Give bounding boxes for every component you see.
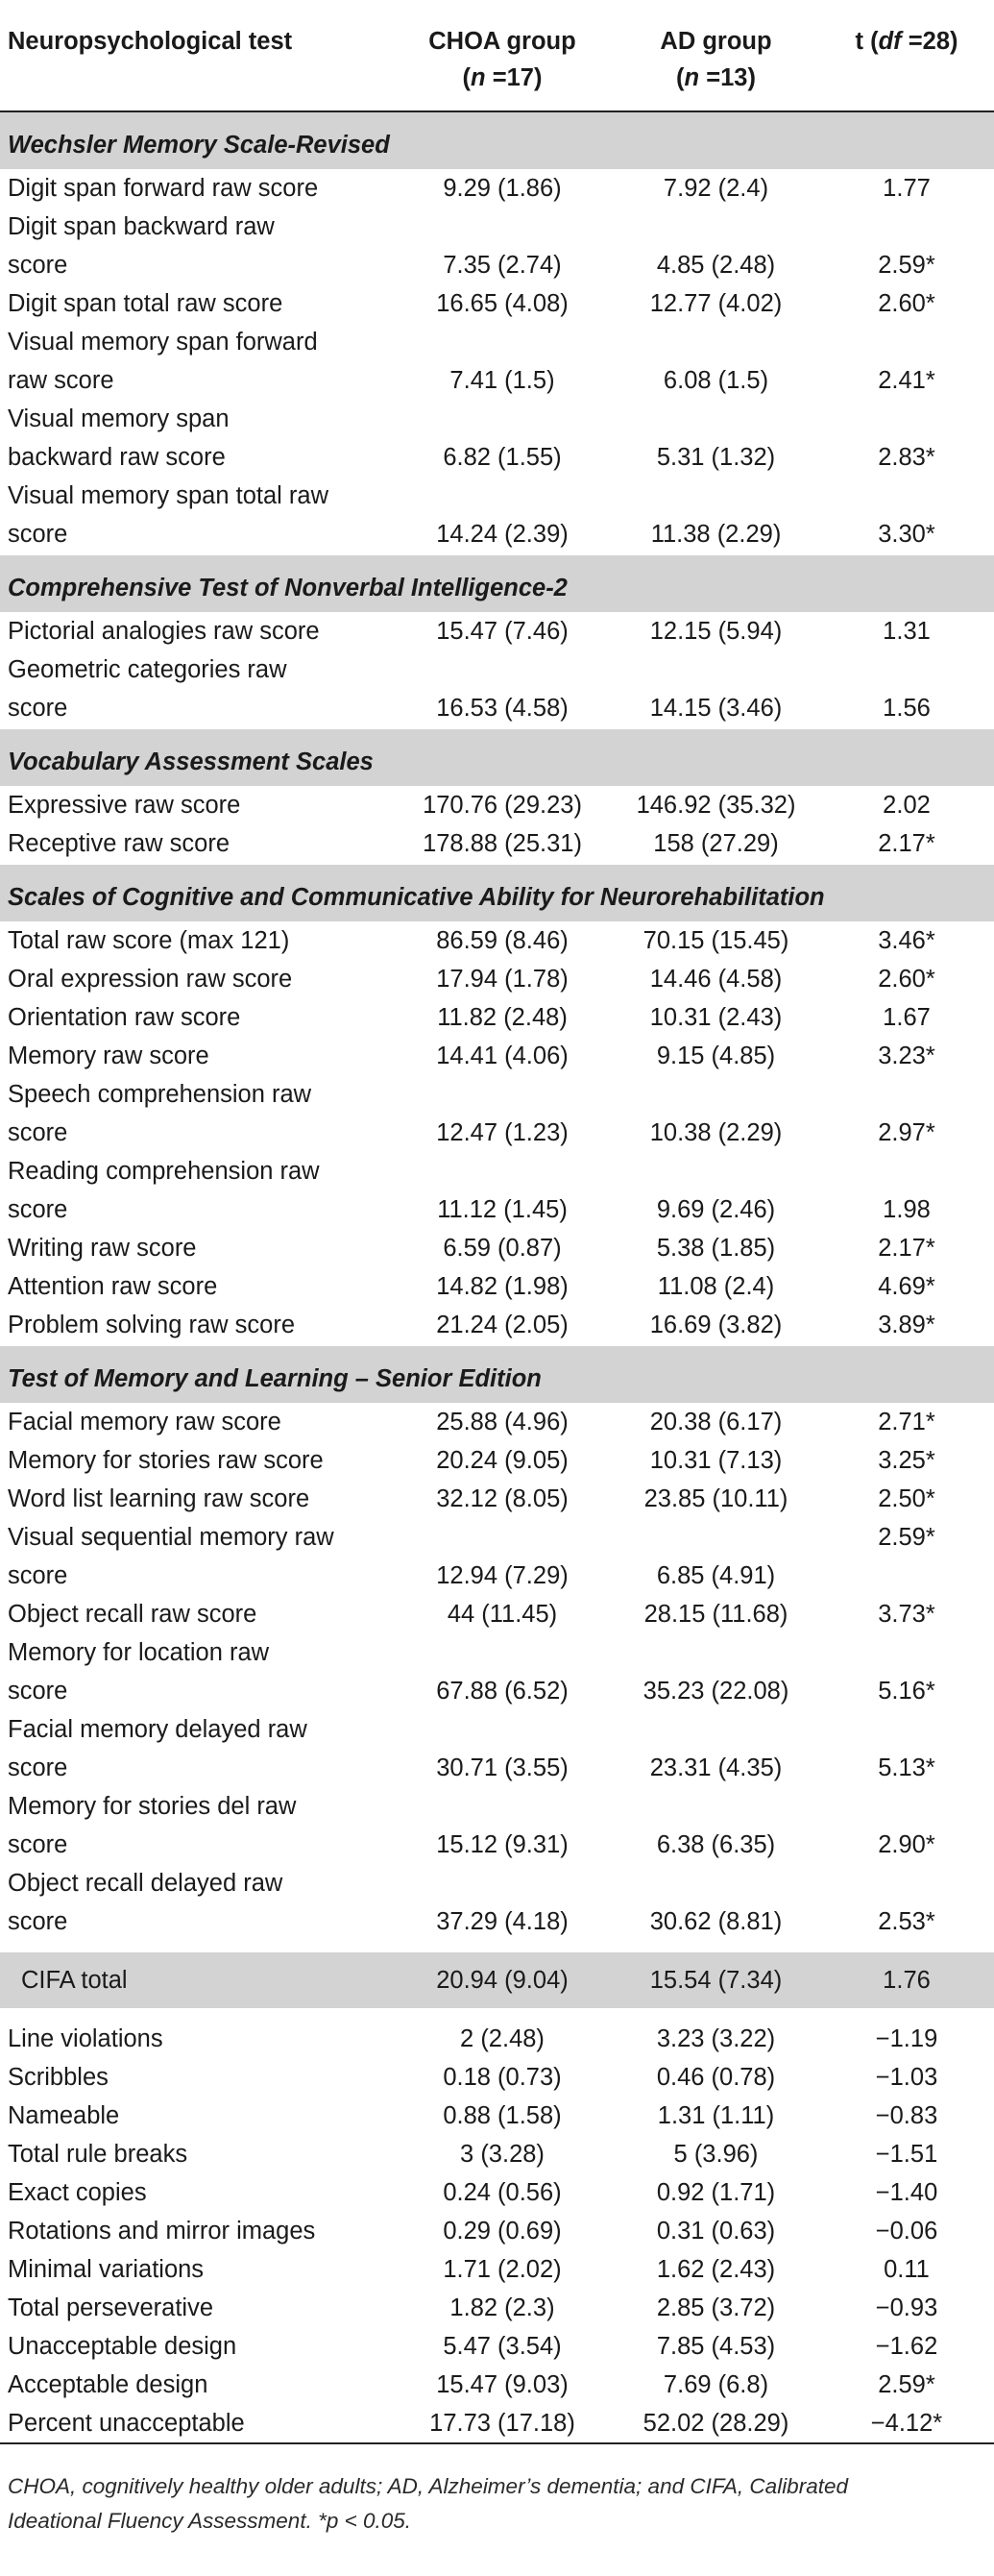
t-value: 2.59* — [878, 1524, 935, 1551]
test-name-line-1: Expressive raw score — [8, 792, 241, 819]
test-name-line-2: score — [8, 1119, 68, 1146]
choa-value: 16.65 (4.08) — [436, 290, 569, 317]
ad-value: 52.02 (28.29) — [613, 2404, 819, 2443]
ad-value: 0.31 (0.63) — [656, 2218, 776, 2245]
test-name-line-2: score — [8, 252, 68, 279]
t-value: 2.41* — [878, 367, 935, 394]
ad-value: 5.31 (1.32) — [656, 444, 776, 471]
test-name-line-1: Facial memory raw score — [8, 1409, 281, 1435]
section-title: Comprehensive Test of Nonverbal Intelligence-2 — [0, 554, 994, 612]
test-name-line-2: backward raw score — [8, 444, 226, 471]
test-name-line-1: Geometric categories raw — [8, 656, 287, 683]
t-value: 2.17* — [878, 1235, 935, 1262]
t-value: 2.90* — [878, 1831, 935, 1858]
table-row — [0, 786, 994, 824]
footnote-line-1: CHOA, cognitively healthy older adults; AD, Alzheimer’s dementia; and CIFA, Calibrated — [8, 2474, 848, 2498]
t-value: 1.77 — [883, 175, 931, 202]
header-t-label: t ( — [855, 28, 879, 55]
section-title: Wechsler Memory Scale-Revised — [0, 111, 994, 169]
header-t-df: df — [878, 28, 902, 55]
test-name-line-1: Memory raw score — [8, 1043, 209, 1069]
test-name-line-2: score — [8, 695, 68, 722]
ad-value: 9.15 (4.85) — [656, 1043, 776, 1069]
choa-value: 16.53 (4.58) — [436, 695, 569, 722]
section-header — [0, 728, 994, 786]
choa-value: 15.47 (7.46) — [436, 618, 569, 645]
table-footnote — [8, 2469, 982, 2539]
test-name — [0, 650, 392, 728]
table-row — [0, 323, 994, 400]
ad-value: 10.31 (2.43) — [649, 1004, 783, 1031]
choa-value: 12.47 (1.23) — [436, 1119, 569, 1146]
choa-value: 14.82 (1.98) — [436, 1273, 569, 1300]
choa-value: 7.41 (1.5) — [449, 367, 555, 394]
test-name-line-1: Visual sequential memory raw — [8, 1524, 334, 1551]
header-ad-count: =13) — [699, 64, 756, 91]
ad-value: 0.92 (1.71) — [656, 2179, 776, 2206]
table-row — [0, 1306, 994, 1345]
ad-value: 146.92 (35.32) — [636, 792, 796, 819]
test-name — [0, 921, 392, 960]
choa-value: 14.41 (4.06) — [436, 1043, 569, 1069]
choa-value: 5.47 (3.54) — [443, 2333, 562, 2360]
ad-value: 20.38 (6.17) — [649, 1409, 783, 1435]
test-name — [0, 323, 392, 400]
test-name: Total rule breaks — [8, 2141, 188, 2168]
ad-value: 9.69 (2.46) — [656, 1196, 776, 1223]
test-name-line-1: Digit span total raw score — [8, 290, 283, 317]
test-name-line-1: Oral expression raw score — [8, 966, 293, 993]
t-value: 3.46* — [878, 927, 935, 954]
test-name-line-2: raw score — [8, 367, 114, 394]
test-name-line-2: score — [8, 1754, 68, 1781]
table-row — [0, 1480, 994, 1518]
section-header — [0, 1345, 994, 1403]
table-row — [0, 1518, 994, 1595]
test-name: Scribbles — [8, 2064, 109, 2091]
ad-value: 5.38 (1.85) — [656, 1235, 776, 1262]
test-name-line-1: Word list learning raw score — [8, 1485, 310, 1512]
ad-value: 12.15 (5.94) — [649, 618, 783, 645]
test-name — [0, 1267, 392, 1306]
table-row — [0, 1787, 994, 1864]
test-name — [0, 1441, 392, 1480]
t-value: 1.56 — [883, 695, 931, 722]
test-name — [0, 1633, 392, 1710]
t-value: 2.50* — [878, 1485, 935, 1512]
cifa-total-label: CIFA total — [0, 1952, 392, 2008]
choa-value: 6.82 (1.55) — [443, 444, 562, 471]
table-row — [0, 2250, 994, 2289]
t-value: 2.17* — [878, 830, 935, 857]
test-name — [0, 1306, 392, 1345]
test-name — [0, 960, 392, 998]
t-value: 1.31 — [883, 618, 931, 645]
choa-value: 20.24 (9.05) — [436, 1447, 569, 1474]
ad-value: 6.38 (6.35) — [656, 1831, 776, 1858]
table-row — [0, 1267, 994, 1306]
section-header — [0, 554, 994, 612]
ad-value: 6.08 (1.5) — [663, 367, 769, 394]
spacer-cell — [0, 2008, 994, 2020]
table-row — [0, 1595, 994, 1633]
t-value: 3.30* — [878, 521, 935, 548]
choa-value: 0.24 (0.56) — [443, 2179, 562, 2206]
test-name — [0, 786, 392, 824]
ad-value: 7.92 (2.4) — [663, 175, 769, 202]
choa-value: 11.12 (1.45) — [437, 1196, 568, 1223]
ad-value: 12.77 (4.02) — [649, 290, 783, 317]
test-name — [0, 400, 392, 477]
test-name-line-1: Memory for location raw — [8, 1639, 270, 1666]
t-value: −0.83 — [875, 2102, 938, 2129]
t-value: 3.25* — [878, 1447, 935, 1474]
header-choa-title: CHOA group — [428, 28, 576, 55]
ad-value: 2.85 (3.72) — [656, 2294, 776, 2321]
test-name-line-1: Digit span forward raw score — [8, 175, 319, 202]
t-value: 2.60* — [878, 290, 935, 317]
ad-value: 10.31 (7.13) — [649, 1447, 783, 1474]
test-name: Line violations — [8, 2025, 163, 2052]
header-ad-n: n — [684, 64, 700, 91]
ad-value: 70.15 (15.45) — [642, 927, 789, 954]
choa-value: 30.71 (3.55) — [436, 1754, 569, 1781]
t-value: −1.51 — [875, 2141, 938, 2168]
test-name — [0, 612, 392, 650]
header-ad: AD group (n =13) — [613, 0, 819, 111]
test-name — [0, 1787, 392, 1864]
ad-value: 11.38 (2.29) — [650, 521, 782, 548]
spacer-row — [0, 2008, 994, 2020]
table-row — [0, 2212, 994, 2250]
test-name-line-1: Memory for stories raw score — [8, 1447, 324, 1474]
table-body — [0, 111, 994, 2443]
header-choa-n: n — [471, 64, 486, 91]
choa-value: 20.94 (9.04) — [392, 1952, 613, 2008]
t-value: 2.97* — [878, 1119, 935, 1146]
test-name: Total perseverative — [8, 2294, 214, 2321]
test-name-line-2: score — [8, 1678, 68, 1705]
test-name — [0, 1480, 392, 1518]
choa-value: 1.82 (2.3) — [449, 2294, 555, 2321]
cifa-total-row — [0, 1952, 994, 2008]
table-row — [0, 1864, 994, 1941]
test-name-line-2: score — [8, 1908, 68, 1935]
section-title: Test of Memory and Learning – Senior Edition — [0, 1345, 994, 1403]
choa-value: 0.29 (0.69) — [443, 2218, 562, 2245]
table-row — [0, 2289, 994, 2327]
table-row — [0, 477, 994, 554]
choa-value: 25.88 (4.96) — [436, 1409, 569, 1435]
test-name-line-1: Visual memory span total raw — [8, 482, 329, 509]
t-value: −1.03 — [875, 2064, 938, 2091]
choa-value: 3 (3.28) — [460, 2141, 545, 2168]
t-value: 5.16* — [878, 1678, 935, 1705]
ad-value: 16.69 (3.82) — [649, 1312, 783, 1338]
choa-value: 86.59 (8.46) — [436, 927, 569, 954]
test-name: Nameable — [8, 2102, 120, 2129]
choa-value: 7.35 (2.74) — [443, 252, 562, 279]
ad-value: 7.69 (6.8) — [663, 2371, 769, 2398]
test-name — [0, 998, 392, 1037]
test-name — [0, 477, 392, 554]
test-name-line-1: Orientation raw score — [8, 1004, 241, 1031]
t-value: 2.59* — [878, 2371, 935, 2398]
header-t — [819, 0, 994, 111]
test-name-line-2: score — [8, 1196, 68, 1223]
t-value: −1.19 — [875, 2025, 938, 2052]
ad-value: 10.38 (2.29) — [649, 1119, 783, 1146]
test-name: Unacceptable design — [8, 2333, 237, 2360]
choa-value: 17.94 (1.78) — [436, 966, 569, 993]
table-header — [0, 0, 994, 111]
test-name — [0, 1710, 392, 1787]
test-name-line-1: Object recall delayed raw — [8, 1870, 283, 1897]
t-value: 4.69* — [878, 1273, 935, 1300]
choa-value: 9.29 (1.86) — [443, 175, 562, 202]
ad-value: 0.46 (0.78) — [656, 2064, 776, 2091]
table-row — [0, 650, 994, 728]
table-row — [0, 2058, 994, 2097]
section-title: Scales of Cognitive and Communicative Ability for Neurorehabilitation — [0, 864, 994, 921]
test-name — [0, 1229, 392, 1267]
choa-value: 178.88 (25.31) — [423, 830, 582, 857]
test-name — [0, 824, 392, 864]
table-row — [0, 1075, 994, 1152]
ad-value: 35.23 (22.08) — [642, 1678, 789, 1705]
header-t-count: =28) — [901, 28, 958, 55]
table-row — [0, 208, 994, 284]
test-name — [0, 1864, 392, 1941]
ad-value: 30.62 (8.81) — [649, 1908, 783, 1935]
ad-value: 14.46 (4.58) — [649, 966, 783, 993]
header-choa-count: =17) — [485, 64, 543, 91]
choa-value: 67.88 (6.52) — [436, 1678, 569, 1705]
t-value: 2.71* — [878, 1409, 935, 1435]
header-choa: CHOA group (n =17) — [392, 0, 613, 111]
t-value: 3.23* — [878, 1043, 935, 1069]
choa-value: 14.24 (2.39) — [436, 521, 569, 548]
test-name-line-2: score — [8, 1831, 68, 1858]
t-value: 2.59* — [878, 252, 935, 279]
table-row — [0, 2404, 994, 2443]
section-title: Vocabulary Assessment Scales — [0, 728, 994, 786]
ad-value: 23.31 (4.35) — [649, 1754, 783, 1781]
table-row — [0, 1403, 994, 1441]
table-row — [0, 169, 994, 208]
ad-value: 14.15 (3.46) — [649, 695, 783, 722]
test-name-line-1: Visual memory span — [8, 405, 230, 432]
ad-value: 23.85 (10.11) — [643, 1485, 788, 1512]
ad-value: 1.31 (1.11) — [657, 2102, 775, 2129]
test-name: Minimal variations — [8, 2256, 205, 2283]
ad-value: 7.85 (4.53) — [656, 2333, 776, 2360]
table-row — [0, 960, 994, 998]
t-value: 3.73* — [878, 1601, 935, 1628]
test-name — [0, 1595, 392, 1633]
choa-value: 0.18 (0.73) — [443, 2064, 562, 2091]
t-value: 2.53* — [878, 1908, 935, 1935]
test-name — [0, 1075, 392, 1152]
ad-value: 6.85 (4.91) — [656, 1562, 776, 1589]
test-name-line-1: Visual memory span forward — [8, 329, 318, 356]
table-row — [0, 2020, 994, 2058]
choa-value: 12.94 (7.29) — [436, 1562, 569, 1589]
test-name: Rotations and mirror images — [8, 2218, 316, 2245]
table-row — [0, 1229, 994, 1267]
section-header — [0, 864, 994, 921]
choa-value: 15.12 (9.31) — [436, 1831, 569, 1858]
test-name-line-1: Pictorial analogies raw score — [8, 618, 320, 645]
test-name-line-2: score — [8, 521, 68, 548]
spacer-cell — [0, 1941, 994, 1952]
choa-value: 44 (11.45) — [447, 1601, 558, 1628]
test-name — [0, 1152, 392, 1229]
header-ad-title: AD group — [660, 28, 772, 55]
t-value: −0.06 — [875, 2218, 938, 2245]
t-value: 2.02 — [883, 792, 931, 819]
table-row — [0, 612, 994, 650]
table-row — [0, 824, 994, 864]
table-row — [0, 998, 994, 1037]
spacer-row — [0, 1941, 994, 1952]
t-value: 0.11 — [884, 2256, 930, 2283]
choa-value: 6.59 (0.87) — [443, 1235, 562, 1262]
table-row — [0, 2366, 994, 2404]
test-name-line-1: Digit span backward raw — [8, 213, 275, 240]
test-name-line-1: Object recall raw score — [8, 1601, 257, 1628]
test-name-line-1: Receptive raw score — [8, 830, 230, 857]
ad-value: 4.85 (2.48) — [656, 252, 776, 279]
test-name-line-1: Writing raw score — [8, 1235, 197, 1262]
test-name — [0, 284, 392, 323]
choa-value: 17.73 (17.18) — [392, 2404, 613, 2443]
t-value: −0.93 — [875, 2294, 938, 2321]
test-name: Exact copies — [8, 2179, 147, 2206]
t-value: 5.13* — [878, 1754, 935, 1781]
choa-value: 21.24 (2.05) — [436, 1312, 569, 1338]
test-name — [0, 208, 392, 284]
test-name — [0, 169, 392, 208]
t-value: 3.89* — [878, 1312, 935, 1338]
test-name-line-1: Facial memory delayed raw — [8, 1716, 307, 1743]
t-value: 1.67 — [883, 1004, 931, 1031]
ad-value: 5 (3.96) — [673, 2141, 759, 2168]
ad-value: 11.08 (2.4) — [657, 1273, 775, 1300]
choa-value: 0.88 (1.58) — [443, 2102, 562, 2129]
ad-value: 15.54 (7.34) — [613, 1952, 819, 2008]
t-value: 2.83* — [878, 444, 935, 471]
section-header — [0, 111, 994, 169]
table-row — [0, 1710, 994, 1787]
ad-value: 1.62 (2.43) — [656, 2256, 776, 2283]
table-row — [0, 284, 994, 323]
test-name-line-1: Speech comprehension raw — [8, 1081, 312, 1108]
choa-value: 1.71 (2.02) — [443, 2256, 562, 2283]
choa-value: 170.76 (29.23) — [423, 792, 582, 819]
table-row — [0, 400, 994, 477]
test-name: Acceptable design — [8, 2371, 208, 2398]
choa-value: 15.47 (9.03) — [436, 2371, 569, 2398]
t-value: 1.98 — [883, 1196, 931, 1223]
test-name — [0, 1518, 392, 1595]
footnote-line-2: Ideational Fluency Assessment. *p < 0.05. — [8, 2509, 412, 2533]
test-name-line-1: Memory for stories del raw — [8, 1793, 297, 1820]
table-row — [0, 1633, 994, 1710]
table-row — [0, 2173, 994, 2212]
table-row — [0, 2097, 994, 2135]
ad-value: 28.15 (11.68) — [643, 1601, 788, 1628]
ad-value: 158 (27.29) — [653, 830, 779, 857]
test-name-line-1: Reading comprehension raw — [8, 1158, 320, 1185]
choa-value: 11.82 (2.48) — [437, 1004, 568, 1031]
table-row — [0, 1441, 994, 1480]
choa-value: 32.12 (8.05) — [436, 1485, 569, 1512]
test-name-line-1: Total raw score (max 121) — [8, 927, 290, 954]
test-name: Percent unacceptable — [0, 2404, 392, 2443]
table-row — [0, 2135, 994, 2173]
table-row — [0, 2327, 994, 2366]
header-test: Neuropsychological test — [0, 0, 392, 111]
table-row — [0, 1037, 994, 1075]
t-value: −1.62 — [875, 2333, 938, 2360]
table-row — [0, 921, 994, 960]
t-value: 1.76 — [819, 1952, 994, 2008]
test-name — [0, 1037, 392, 1075]
t-value: 2.60* — [878, 966, 935, 993]
test-name-line-1: Problem solving raw score — [8, 1312, 296, 1338]
table-row — [0, 1152, 994, 1229]
t-value: −1.40 — [875, 2179, 938, 2206]
choa-value: 2 (2.48) — [460, 2025, 545, 2052]
t-value: −4.12* — [819, 2404, 994, 2443]
test-name — [0, 1403, 392, 1441]
choa-value: 37.29 (4.18) — [436, 1908, 569, 1935]
test-name-line-1: Attention raw score — [8, 1273, 218, 1300]
test-name-line-2: score — [8, 1562, 68, 1589]
ad-value: 3.23 (3.22) — [656, 2025, 776, 2052]
